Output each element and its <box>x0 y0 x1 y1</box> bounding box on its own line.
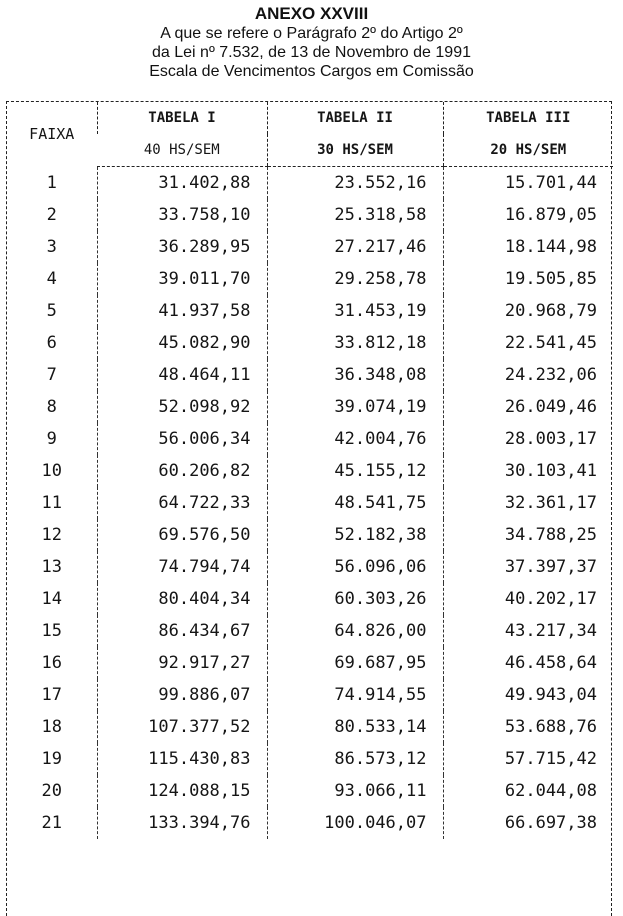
faixa-cell: 9 <box>46 429 57 449</box>
tabela-i-cell: 86.434,67 <box>97 615 267 647</box>
tabela-iii-cell: 57.715,42 <box>443 743 613 775</box>
tabela-ii-hours: 30 HS/SEM <box>267 134 443 167</box>
tabela-i-cell: 115.430,83 <box>97 743 267 775</box>
faixa-cell: 12 <box>41 525 62 545</box>
faixa-cell: 5 <box>46 301 57 321</box>
tabela-iii-cell: 15.701,44 <box>443 167 613 200</box>
table-row <box>7 711 613 743</box>
tabela-i-cell: 74.794,74 <box>97 551 267 583</box>
table-row <box>7 647 613 679</box>
tabela-i-cell: 99.886,07 <box>97 679 267 711</box>
table-row <box>7 423 613 455</box>
subtitle-line-1: A que se refere o Parágrafo 2º do Artigo 2º <box>160 25 463 42</box>
faixa-cell: 19 <box>41 749 62 769</box>
table-row <box>7 263 613 295</box>
table-row <box>7 583 613 615</box>
faixa-cell: 16 <box>41 653 62 673</box>
tabela-iii-hours: 20 HS/SEM <box>443 134 613 167</box>
tabela-i-cell: 80.404,34 <box>97 583 267 615</box>
tabela-ii-cell: 27.217,46 <box>267 231 443 263</box>
tabela-ii-cell: 48.541,75 <box>267 487 443 519</box>
table-row <box>7 679 613 711</box>
tabela-i-cell: 31.402,88 <box>97 167 267 200</box>
tabela-ii-header: TABELA II <box>267 102 443 134</box>
table-row <box>7 231 613 263</box>
table-row <box>7 199 613 231</box>
table-row <box>7 391 613 423</box>
table-row <box>7 295 613 327</box>
tabela-i-cell: 45.082,90 <box>97 327 267 359</box>
table-row <box>7 807 613 839</box>
table-row <box>7 743 613 775</box>
table-row <box>7 487 613 519</box>
tabela-iii-cell: 46.458,64 <box>443 647 613 679</box>
tabela-i-cell: 39.011,70 <box>97 263 267 295</box>
tabela-i-cell: 48.464,11 <box>97 359 267 391</box>
table-header-row <box>7 102 613 134</box>
faixa-cell: 4 <box>46 269 57 289</box>
tabela-i-cell: 69.576,50 <box>97 519 267 551</box>
tabela-ii-cell: 45.155,12 <box>267 455 443 487</box>
tabela-ii-cell: 93.066,11 <box>267 775 443 807</box>
tabela-ii-cell: 64.826,00 <box>267 615 443 647</box>
faixa-cell: 1 <box>46 172 57 193</box>
tabela-iii-cell: 20.968,79 <box>443 295 613 327</box>
tabela-iii-cell: 49.943,04 <box>443 679 613 711</box>
tabela-ii-cell: 56.096,06 <box>267 551 443 583</box>
tabela-ii-cell: 25.318,58 <box>267 199 443 231</box>
faixa-cell: 13 <box>41 557 62 577</box>
tabela-iii-cell: 40.202,17 <box>443 583 613 615</box>
tabela-i-cell: 56.006,34 <box>97 423 267 455</box>
faixa-cell: 14 <box>41 589 62 609</box>
tabela-ii-cell: 80.533,14 <box>267 711 443 743</box>
document-title: ANEXO XXVIII <box>254 4 369 23</box>
tabela-i-cell: 41.937,58 <box>97 295 267 327</box>
faixa-cell: 6 <box>46 333 57 353</box>
document-header <box>0 4 623 81</box>
faixa-cell: 15 <box>41 621 62 641</box>
tabela-iii-cell: 26.049,46 <box>443 391 613 423</box>
tabela-i-cell: 52.098,92 <box>97 391 267 423</box>
tabela-iii-cell: 30.103,41 <box>443 455 613 487</box>
tabela-iii-cell: 43.217,34 <box>443 615 613 647</box>
tabela-ii-cell: 74.914,55 <box>267 679 443 711</box>
tabela-i-cell: 92.917,27 <box>97 647 267 679</box>
faixa-cell: 7 <box>46 365 57 385</box>
subtitle-line-3: Escala de Vencimentos Cargos em Comissão <box>149 63 474 80</box>
table-row <box>7 327 613 359</box>
tabela-ii-cell: 86.573,12 <box>267 743 443 775</box>
faixa-cell: 21 <box>41 813 62 833</box>
faixa-cell: 17 <box>41 685 62 705</box>
tabela-i-header: TABELA I <box>97 102 267 134</box>
table-row <box>7 775 613 807</box>
tabela-iii-cell: 22.541,45 <box>443 327 613 359</box>
faixa-header: FAIXA <box>29 125 75 144</box>
tabela-iii-cell: 53.688,76 <box>443 711 613 743</box>
tabela-i-cell: 33.758,10 <box>97 199 267 231</box>
tabela-i-cell: 64.722,33 <box>97 487 267 519</box>
tabela-ii-cell: 31.453,19 <box>267 295 443 327</box>
tabela-iii-header: TABELA III <box>443 102 613 134</box>
tabela-ii-cell: 29.258,78 <box>267 263 443 295</box>
tabela-ii-cell: 33.812,18 <box>267 327 443 359</box>
table-row <box>7 167 613 200</box>
table-row <box>7 551 613 583</box>
faixa-cell: 10 <box>41 461 62 481</box>
tabela-i-hours: 40 HS/SEM <box>97 134 267 167</box>
tabela-i-cell: 133.394,76 <box>97 807 267 839</box>
tabela-iii-cell: 19.505,85 <box>443 263 613 295</box>
tabela-iii-cell: 24.232,06 <box>443 359 613 391</box>
tabela-i-cell: 124.088,15 <box>97 775 267 807</box>
faixa-cell: 2 <box>46 205 57 225</box>
tabela-ii-cell: 23.552,16 <box>267 167 443 200</box>
table-body <box>7 167 613 840</box>
tabela-ii-cell: 52.182,38 <box>267 519 443 551</box>
tabela-ii-cell: 60.303,26 <box>267 583 443 615</box>
table-row <box>7 359 613 391</box>
tabela-iii-cell: 66.697,38 <box>443 807 613 839</box>
faixa-cell: 11 <box>41 493 62 513</box>
faixa-cell: 8 <box>46 397 57 417</box>
table-row <box>7 615 613 647</box>
tabela-ii-cell: 42.004,76 <box>267 423 443 455</box>
tabela-ii-cell: 100.046,07 <box>267 807 443 839</box>
tabela-i-cell: 60.206,82 <box>97 455 267 487</box>
tabela-iii-cell: 16.879,05 <box>443 199 613 231</box>
faixa-cell: 20 <box>41 781 62 801</box>
tabela-iii-cell: 18.144,98 <box>443 231 613 263</box>
tabela-ii-cell: 39.074,19 <box>267 391 443 423</box>
tabela-iii-cell: 34.788,25 <box>443 519 613 551</box>
tabela-ii-cell: 36.348,08 <box>267 359 443 391</box>
tabela-ii-cell: 69.687,95 <box>267 647 443 679</box>
tabela-i-cell: 107.377,52 <box>97 711 267 743</box>
tabela-i-cell: 36.289,95 <box>97 231 267 263</box>
subtitle-line-2: da Lei nº 7.532, de 13 de Novembro de 1991 <box>152 44 471 61</box>
faixa-cell: 18 <box>41 717 62 737</box>
faixa-cell: 3 <box>46 237 57 257</box>
tabela-iii-cell: 32.361,17 <box>443 487 613 519</box>
tabela-iii-cell: 62.044,08 <box>443 775 613 807</box>
salary-table <box>6 101 612 916</box>
table-row <box>7 519 613 551</box>
tabela-iii-cell: 28.003,17 <box>443 423 613 455</box>
table-row <box>7 455 613 487</box>
tabela-iii-cell: 37.397,37 <box>443 551 613 583</box>
table-subheader-row <box>7 134 613 167</box>
